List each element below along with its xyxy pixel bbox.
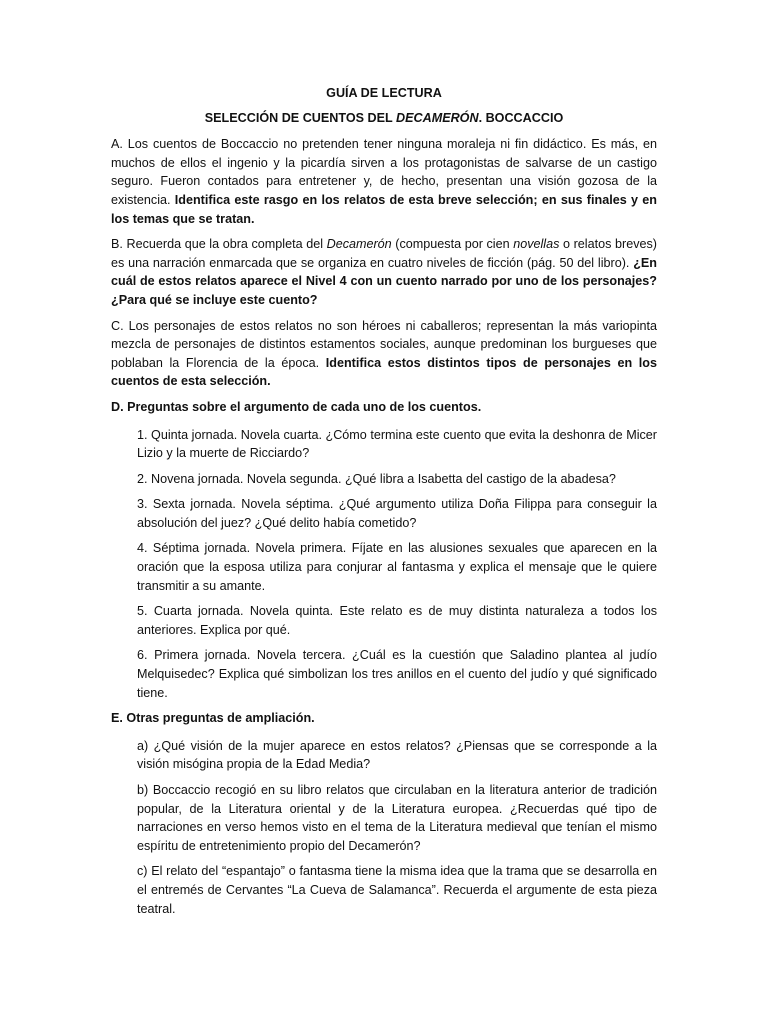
section-d-item: 2. Novena jornada. Novela segunda. ¿Qué libra a Isabetta del castigo de la abadesa?: [137, 471, 616, 486]
section-a-text: A. Los cuentos de Boccaccio no pretenden tener ninguna moraleja ni fin didáctico. Es más, en muchos de ellos el ingenio y la picardía sirven a los protagonistas de salvarse de un castigo seguro. Fueron contados para entretener y, de hecho, presentan una visión gozosa de la existencia.: [111, 137, 657, 207]
section-d-item: 4. Séptima jornada. Novela primera. Fíjate en las alusiones sexuales que aparecen en la oración que la esposa utiliza para conjurar al fantasma y explica el mensaje que le quiere transmitir a su amante.: [137, 541, 657, 593]
section-b-task: ¿En cuál de estos relatos aparece el Nivel 4 con un cuento narrado por uno de los personajes? ¿Para qué se incluye este cuento?: [111, 255, 657, 307]
section-d-item: 3. Sexta jornada. Novela séptima. ¿Qué argumento utiliza Doña Filippa para conseguir la absolución del juez? ¿Qué delito había cometido?: [137, 497, 657, 530]
section-e-item: b) Boccaccio recogió en su libro relatos que circulaban en la literatura anterior de tradición popular, de la Literatura oriental y de la Literatura europea. ¿Recuerdas qué tipo de narraciones en verso hemos visto en el tema de la Literatura medieval que tenían el mismo espíritu de entretenimiento propio del Decamerón?: [137, 783, 657, 853]
section-c-paragraph: [111, 317, 657, 391]
section-b-emphasis-2: novellas: [513, 237, 560, 252]
subtitle-emphasis: DECAMERÓN: [396, 110, 479, 125]
section-b-paragraph: [111, 235, 657, 309]
section-d-heading: D. Preguntas sobre el argumento de cada uno de los cuentos.: [111, 399, 482, 414]
section-e-item: a) ¿Qué visión de la mujer aparece en estos relatos? ¿Piensas que se corresponde a la visión misógina propia de la Edad Media?: [137, 738, 657, 772]
section-d-item: 6. Primera jornada. Novela tercera. ¿Cuál es la cuestión que Saladino plantea al judío Melquisedec? Explica qué simbolizan los tres anillos en el cuento del judío y qué significado tiene.: [137, 648, 657, 700]
section-a-task: Identifica este rasgo en los relatos de esta breve selección; en sus finales y en los temas que se tratan.: [111, 192, 657, 226]
subtitle-prefix: SELECCIÓN DE CUENTOS DEL: [204, 110, 397, 125]
subtitle-suffix: . BOCCACCIO: [478, 110, 564, 125]
section-e-item: c) El relato del “espantajo” o fantasma tiene la misma idea que la trama que se desarrolla en el entremés de Cervantes “La Cueva de Salamanca”. Recuerda el argumente de esta pieza teatral.: [137, 864, 657, 916]
section-c-text: C. Los personajes de estos relatos no son héroes ni caballeros; representan la más variopinta mezcla de personajes de distintos estamentos sociales, aunque predominan los burgueses que poblaban la Florencia de la época.: [111, 318, 657, 370]
section-b-emphasis-1: Decamerón: [326, 237, 392, 252]
section-d-item: 5. Cuarta jornada. Novela quinta. Este relato es de muy distinta naturaleza a todos los anteriores. Explica por qué.: [137, 604, 657, 637]
section-b-text-3: o relatos breves) es una narración enmarcada que se organiza en cuatro niveles de ficción (pág. 50 del libro).: [111, 237, 657, 270]
section-b-text-2: (compuesta por cien: [391, 237, 514, 252]
section-c-task: Identifica estos distintos tipos de personajes en los cuentos de esta selección.: [111, 355, 657, 389]
section-b-text-1: B. Recuerda que la obra completa del: [111, 237, 327, 252]
section-e-heading: E. Otras preguntas de ampliación.: [111, 711, 315, 726]
section-a-paragraph: [111, 135, 657, 228]
document-subtitle: [111, 109, 657, 128]
document-title: GUÍA DE LECTURA: [326, 86, 442, 100]
section-d-item: 1. Quinta jornada. Novela cuarta. ¿Cómo termina este cuento que evita la deshonra de Micer Lizio y la muerte de Ricciardo?: [137, 427, 657, 461]
